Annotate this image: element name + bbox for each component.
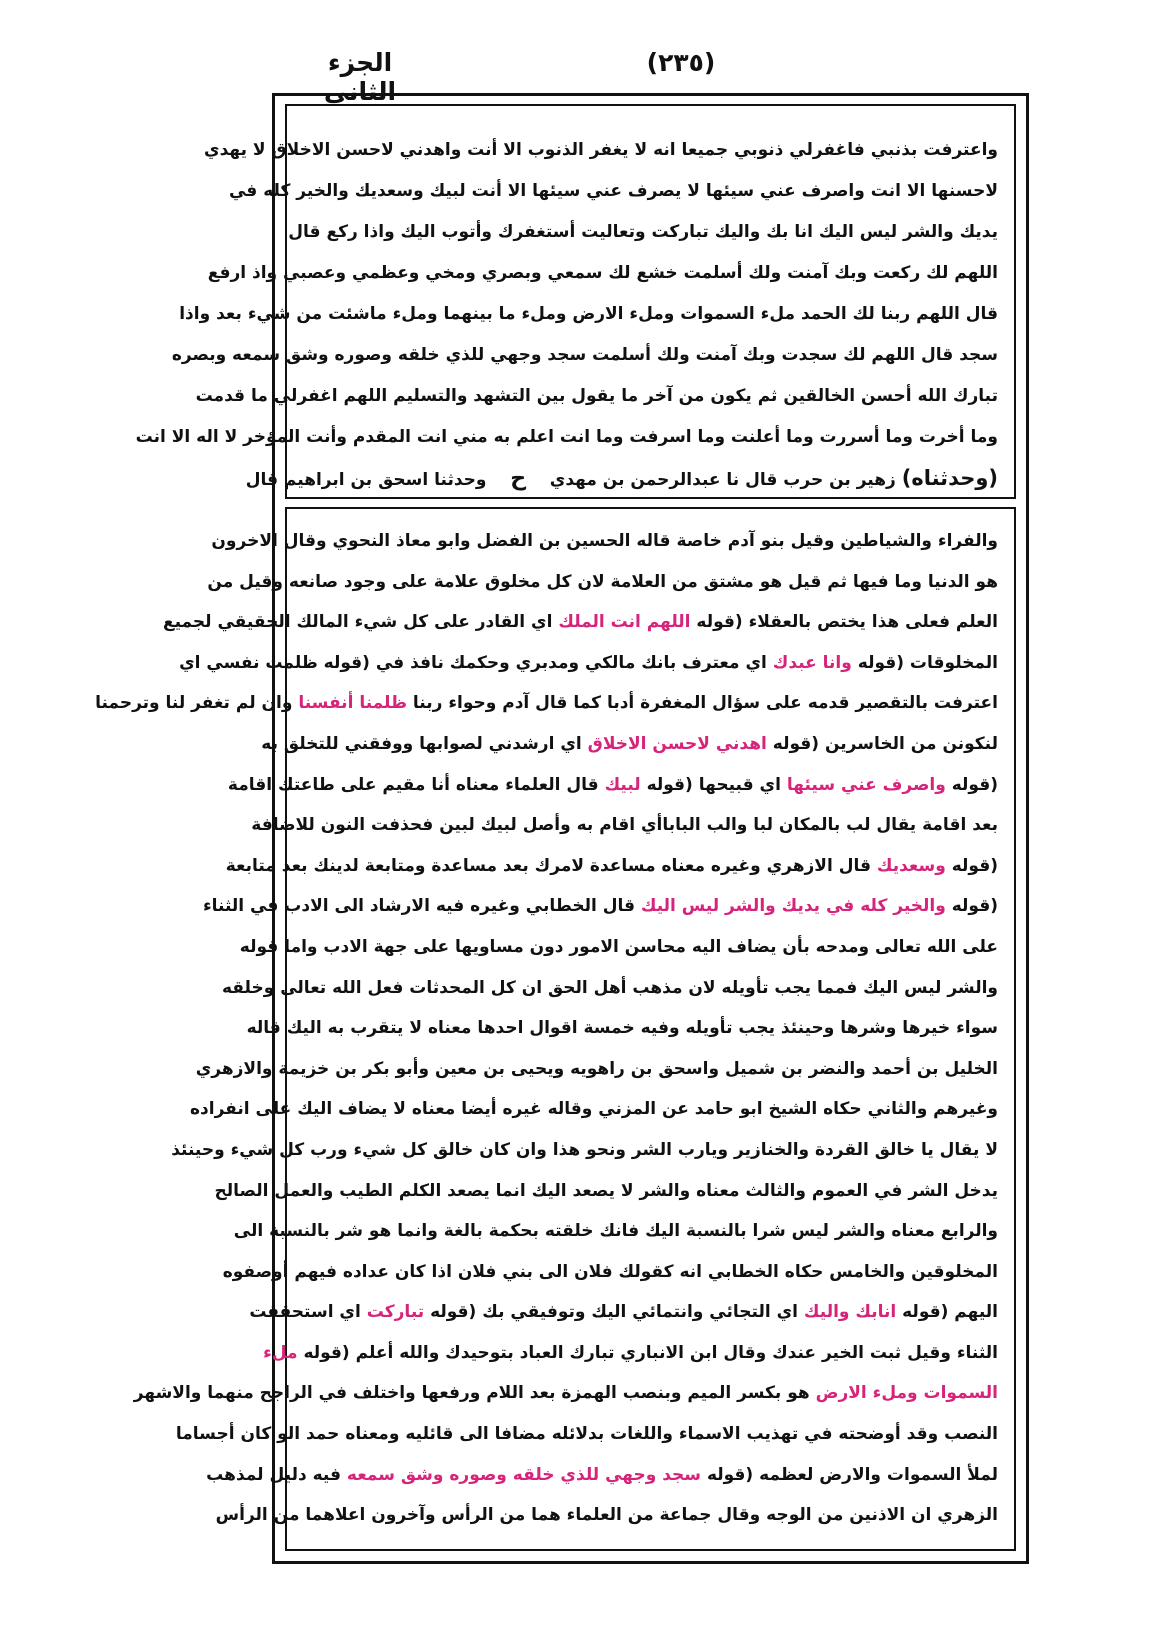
commentary-line [261, 724, 998, 765]
commentary-text-run: (قوله [951, 855, 998, 876]
commentary-line [195, 1049, 998, 1090]
isnad-ha: ح [510, 466, 527, 491]
commentary-text-run: يدخل الشر في العموم والثالث معناه والشر لا يصعد اليك انما يصعد الكلم الطيب والعمل الصالح [214, 1180, 998, 1201]
commentary-line [211, 521, 998, 562]
commentary-line [215, 1495, 998, 1536]
commentary-text-run: اي استحققت [249, 1302, 361, 1323]
commentary-text-run: اي ارشدني لصوابها ووفقني للتخلق به [261, 733, 582, 754]
hadith-line: وما أخرت وما أسررت وما أعلنت وما اسرفت وما انت اعلم به مني انت المقدم وأنت المؤخر لا اله الا انت [135, 427, 998, 447]
commentary-text-run: والفراء والشياطين وقيل بنو آدم خاصة قاله الحسين بن الفضل وابو معاذ النحوي وقال الاخرون [211, 531, 998, 551]
lemma-highlight: ملء [263, 1342, 298, 1363]
commentary-line [179, 643, 998, 684]
commentary-text-run: المخلوقين والخامس حكاه الخطابي انه كقولك فلان الى بني فلان اذا كان عداده فيهم أوصفوه [222, 1261, 998, 1282]
page-number: (٢٣٥) [646, 48, 716, 77]
commentary-text-run: والرابع معناه والشر ليس شرا بالنسبة اليك فانك خلقته بحكمة بالغة وانما هو شر بالنسبة الى [233, 1221, 998, 1242]
commentary-text-run: اعترفت بالتقصير قدمه على سؤال المغفرة أدبا كما قال آدم وحواء ربنا [412, 693, 998, 714]
lemma-highlight: السموات وملء الارض [815, 1383, 998, 1404]
commentary-line [222, 968, 998, 1009]
commentary-text-run: العلم فعلى هذا يختص بالعقلاء (قوله [696, 612, 998, 633]
commentary-line [239, 927, 998, 968]
lemma-highlight: سجد وجهي للذي خلقه وصوره وشق سمعه [346, 1464, 702, 1485]
commentary-text-run: وغيرهم والثاني حكاه الشيخ ابو حامد عن المزني وقاله غيره أيضا معناه لا يضاف اليك على انفراده [190, 1099, 998, 1120]
commentary-text-run: قال الازهري وغيره معناه مساعدة لامرك بعد مساعدة ومتابعة لدينك بعد متابعة [225, 855, 871, 876]
hadith-line: واعترفت بذنبي فاغفرلي ذنوبي جميعا انه لا يغفر الذنوب الا أنت واهدني لاحسن الاخلاق لا يهدي [203, 140, 998, 160]
lemma-highlight: ظلمنا أنفسنا [298, 693, 407, 714]
commentary-line [249, 1292, 998, 1333]
commentary-text-run: وان لم تغفر لنا وترحمنا [95, 693, 293, 714]
commentary-text-run: اليهم (قوله [902, 1302, 998, 1323]
lemma-highlight: وسعديك [876, 855, 946, 876]
lemma-highlight: لبيك [604, 774, 641, 795]
hadith-line: يديك والشر ليس اليك انا بك واليك تباركت وتعاليت أستغفرك وأتوب اليك واذا ركع قال [288, 222, 998, 242]
commentary-line [246, 1008, 998, 1049]
commentary-text-run: قال الخطابي وغيره فيه الارشاد الى الادب في الثناء [202, 896, 635, 917]
lemma-highlight: والخير كله في يديك والشر ليس اليك [640, 896, 946, 917]
commentary-text-run: بعد اقامة يقال لب بالمكان لبا والب الباباأي اقام به وأصل لبيك لبين فحذفت النون للاضافة [251, 815, 998, 836]
commentary-text-run: اي القادر على كل شيء المالك الحقيقي لجميع [162, 612, 553, 633]
commentary-line [162, 602, 998, 643]
lemma-highlight: اهدني لاحسن الاخلاق [587, 733, 767, 754]
commentary-text-run: اي التجائي وانتمائي اليك وتوفيقي بك (قوله [430, 1302, 798, 1323]
commentary-line [95, 683, 998, 724]
lemma-highlight: اللهم انت الملك [558, 612, 691, 633]
isnad-marker: (وحدثناه) [901, 466, 998, 490]
commentary-text-run: الخليل بن أحمد والنضر بن شميل واسحق بن راهويه ويحيى بن معين وأبو بكر بن خزيمة والازهري [195, 1058, 998, 1079]
commentary-line [222, 1252, 998, 1293]
commentary-text-run: على الله تعالى ومدحه بأن يضاف اليه محاسن الامور دون مساويها على جهة الادب واما قوله [239, 936, 998, 957]
lemma-highlight: انابك واليك [803, 1302, 897, 1323]
commentary-text-run: اي قبيحها (قوله [646, 774, 781, 795]
commentary-text-run: (قوله [951, 896, 998, 917]
lemma-highlight: وانا عبدك [772, 652, 852, 673]
commentary-text-run: هو بكسر الميم وبنصب الهمزة بعد اللام ورفعها واختلف في الراجح منهما والاشهر [133, 1383, 810, 1404]
commentary-line [202, 886, 998, 927]
commentary-line [206, 1455, 998, 1496]
commentary-line [214, 1171, 998, 1212]
commentary-text-run: الثناء وقيل ثبت الخير عندك وقال ابن الانباري تبارك العباد بتوحيدك والله أعلم (قوله [303, 1342, 998, 1363]
lemma-highlight: تباركت [366, 1302, 425, 1323]
hadith-text [135, 130, 998, 501]
hadith-line-isnad [245, 458, 998, 501]
commentary-line [227, 765, 998, 806]
hadith-line: قال اللهم ربنا لك الحمد ملء السموات وملء الارض وملء ما بينهما وملء ماشئت من شيء بعد واذا [179, 304, 998, 324]
commentary-text-run: سواء خيرها وشرها وحينئذ يجب تأويله وفيه خمسة اقوال احدها معناه لا يتقرب به اليك قاله [246, 1018, 998, 1039]
commentary-line [233, 1211, 998, 1252]
commentary-text-run: النصب وقد أوضحته في تهذيب الاسماء واللغات بدلائله مضافا الى قائليه ومعناه حمد الو كان أجساما [175, 1424, 998, 1445]
isnad-text: زهير بن حرب قال نا عبدالرحمن بن مهدي [549, 470, 896, 490]
commentary-line [263, 1333, 998, 1374]
page-frame [95, 93, 1029, 1564]
commentary-line [171, 1130, 998, 1171]
commentary-line [190, 1089, 998, 1130]
lemma-highlight: واصرف عني سيئها [786, 774, 946, 795]
commentary-line [251, 805, 998, 846]
hadith-line: لاحسنها الا انت واصرف عني سيئها لا يصرف عني سيئها الا أنت لبيك وسعديك والخير كله في [228, 181, 998, 201]
commentary-text-run: الزهري ان الاذنين من الوجه وقال جماعة من العلماء هما من الرأس وآخرون اعلاهما من الرأس [215, 1505, 998, 1526]
hadith-line: تبارك الله أحسن الخالقين ثم يكون من آخر ما يقول بين التشهد والتسليم اللهم اغفرلي ما قدمت [195, 386, 998, 406]
commentary-line [133, 1373, 998, 1414]
commentary-text-run: والشر ليس اليك فمما يجب تأويله لان مذهب أهل الحق ان كل المحدثات فعل الله تعالى وخلقه [222, 977, 998, 998]
commentary-line [207, 562, 998, 603]
commentary-text [95, 521, 998, 1536]
commentary-text-run: هو الدنيا وما فيها ثم قيل هو مشتق من العلامة لان كل مخلوق علامة على وجود صانعه وقيل من [207, 571, 998, 592]
commentary-line [175, 1414, 998, 1455]
hadith-line: سجد قال اللهم لك سجدت وبك آمنت ولك أسلمت سجد وجهي للذي خلقه وصوره وشق سمعه وبصره [171, 345, 998, 365]
isnad-text: وحدثنا اسحق بن ابراهيم قال [245, 470, 487, 490]
commentary-text-run: لنكونن من الخاسرين (قوله [772, 733, 998, 754]
commentary-text-run: لملأ السموات والارض لعظمه (قوله [706, 1464, 998, 1485]
commentary-text-run: قال العلماء معناه أنا مقيم على طاعتك اقامة [227, 774, 599, 795]
commentary-box [95, 507, 1016, 1551]
commentary-text-run: المخلوقات (قوله [857, 652, 998, 673]
hadith-box [135, 104, 1016, 499]
commentary-line [225, 846, 998, 887]
commentary-text-run: لا يقال يا خالق القردة والخنازير ويارب الشر ونحو هذا وان كان خالق كل شيء ورب كل شيء وحينئذ [171, 1139, 998, 1160]
commentary-text-run: (قوله [951, 774, 998, 795]
commentary-text-run: فيه دليل لمذهب [206, 1464, 341, 1485]
commentary-text-run: اي معترف بانك مالكي ومدبري وحكمك نافذ في (قوله ظلمت نفسي اي [179, 652, 767, 673]
hadith-line: اللهم لك ركعت وبك آمنت ولك أسلمت خشع لك سمعي وبصري ومخي وعظمي وعصبي واذ ارفع [207, 263, 998, 283]
volume-label: الجزء الثاني [323, 48, 397, 106]
